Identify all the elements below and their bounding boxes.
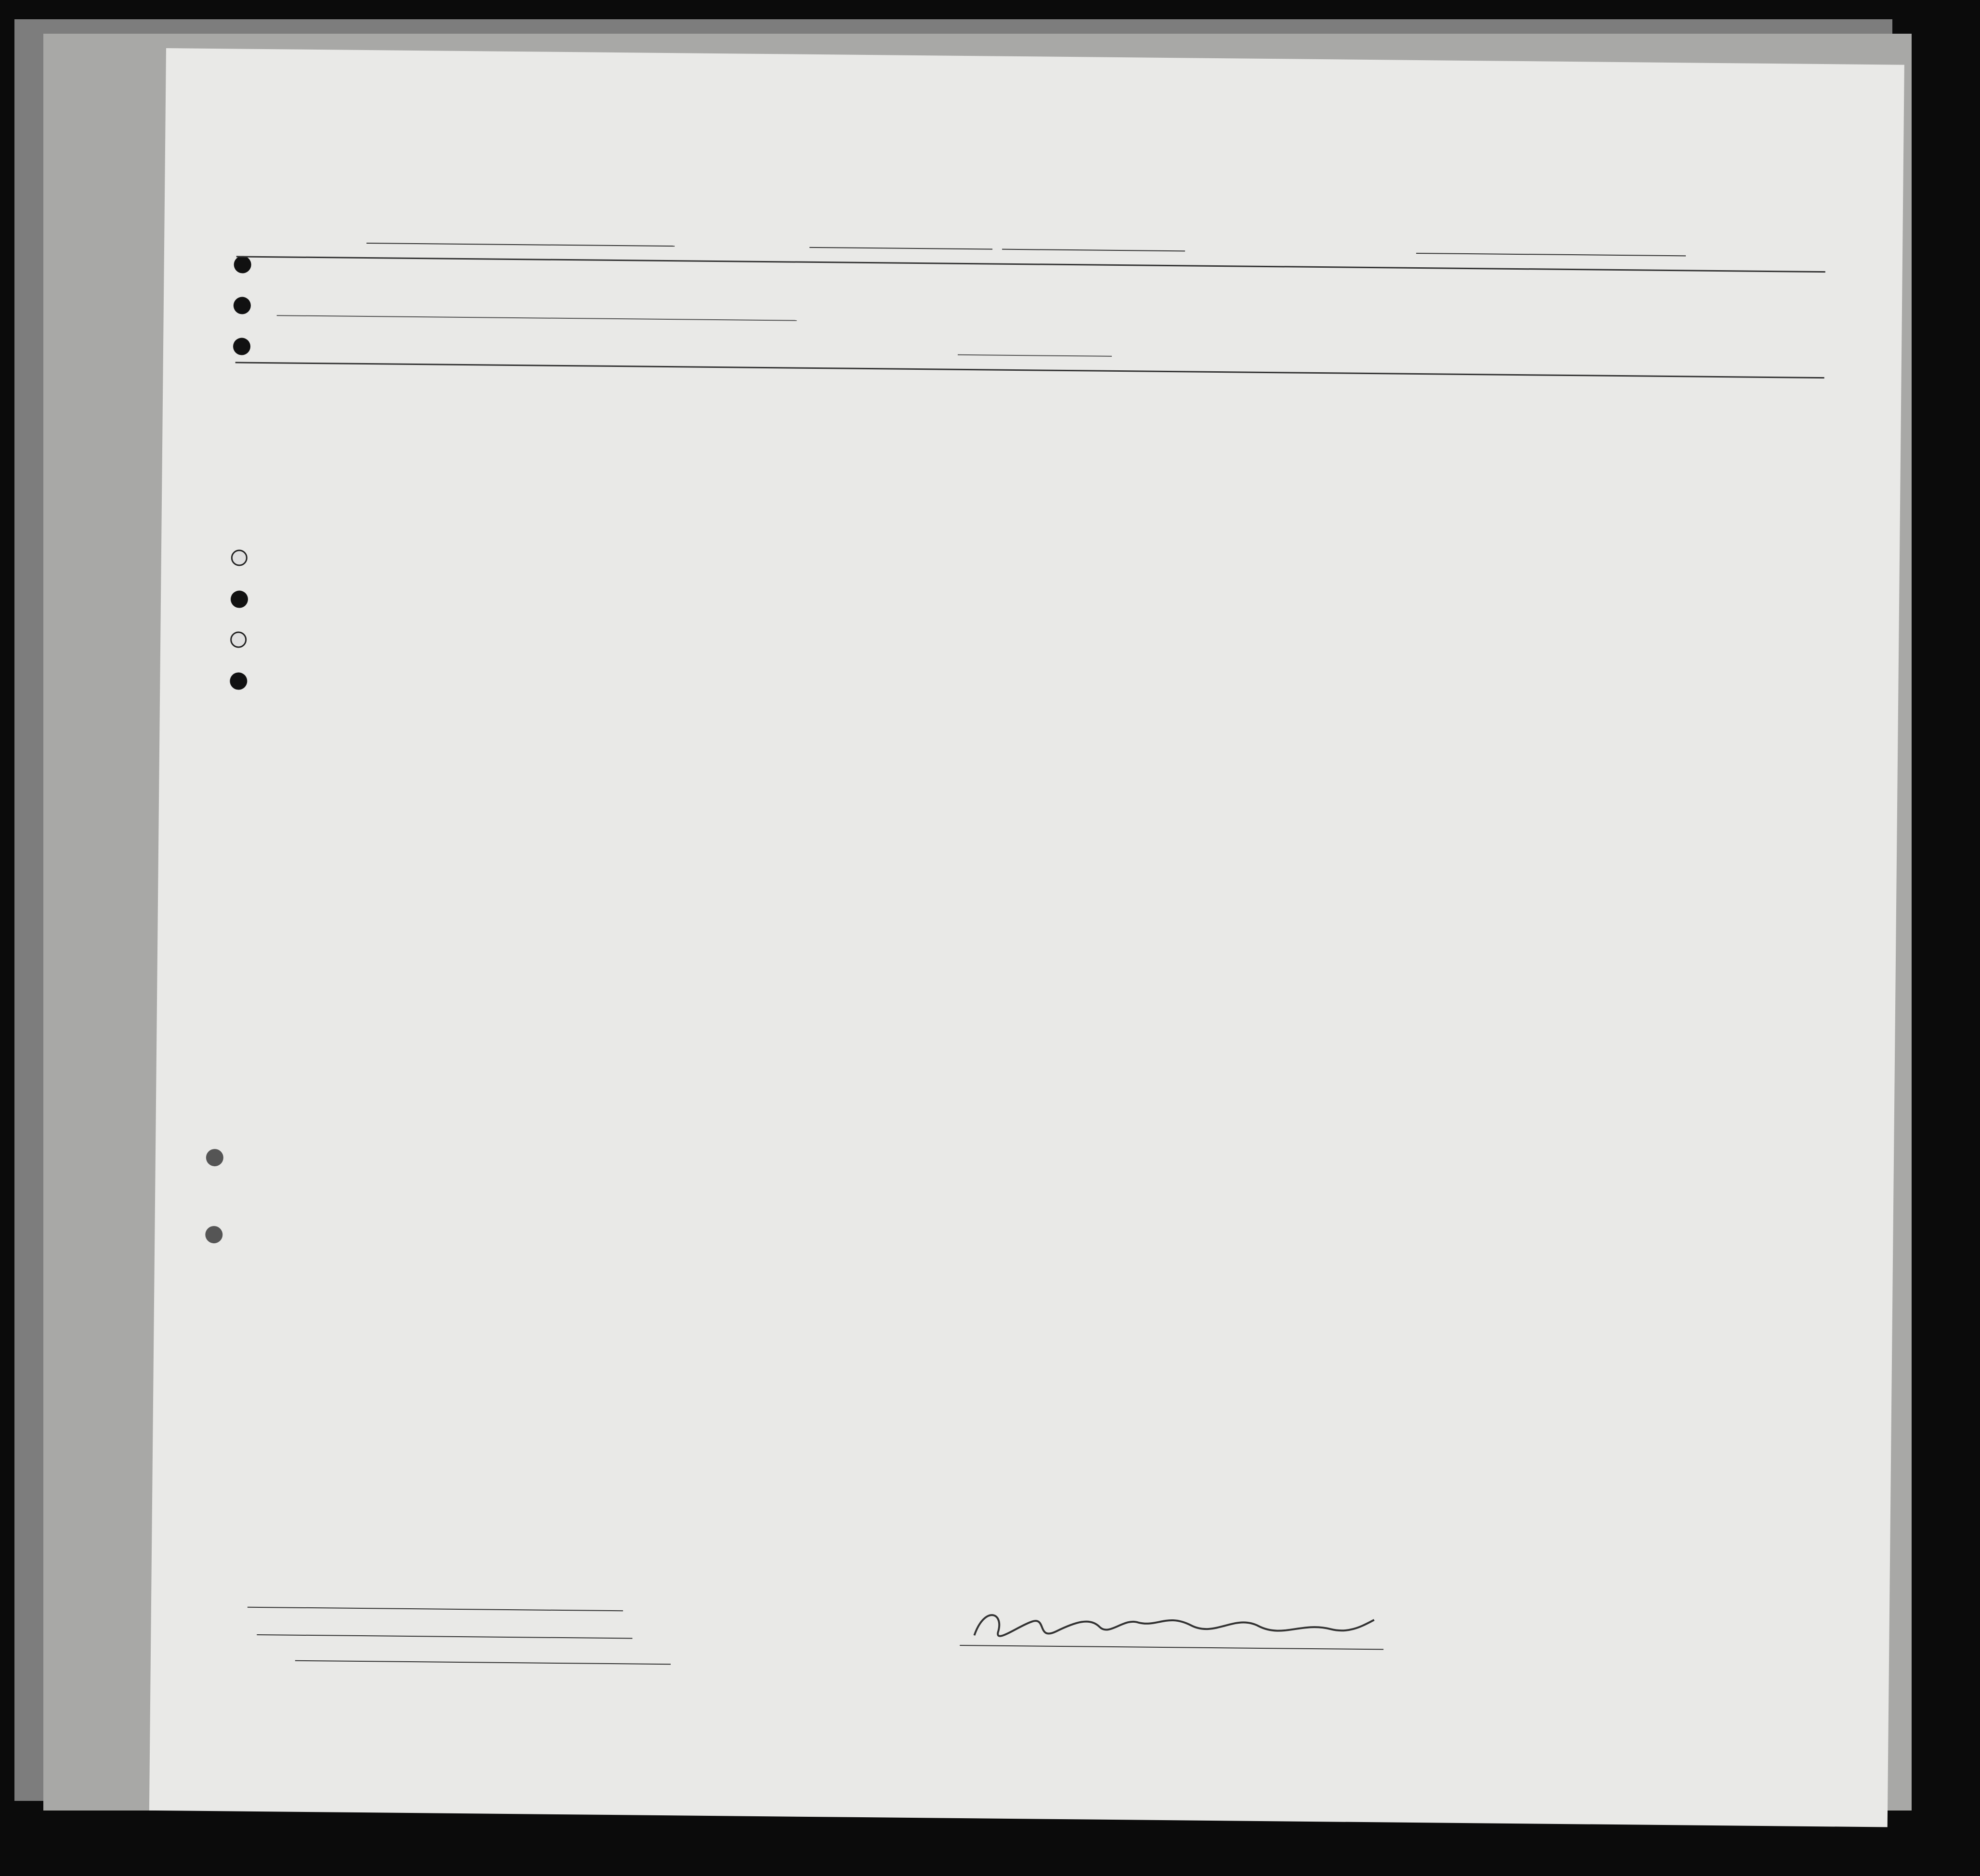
binder-hole	[231, 590, 248, 608]
penalty-note	[1383, 1640, 1817, 1644]
manifest-sheet	[149, 48, 1904, 1827]
header-bottom-rule	[235, 362, 1824, 378]
agents-underline	[295, 1660, 671, 1665]
owner-underline	[257, 1634, 632, 1639]
date-underline	[1002, 249, 1185, 252]
binder-hole	[206, 1149, 223, 1166]
arriving-underline	[809, 247, 992, 250]
binder-hole	[230, 672, 247, 690]
shipped-header-rule	[958, 354, 1112, 357]
binder-hole	[205, 1226, 222, 1243]
line-underline	[248, 1607, 623, 1611]
binder-hole	[230, 631, 247, 648]
binder-hole	[233, 338, 250, 355]
from-port-underline	[1416, 253, 1686, 256]
binder-hole	[234, 256, 251, 273]
table-top-rule	[236, 256, 1825, 273]
binder-hole	[231, 549, 248, 566]
vessel-underline	[366, 243, 675, 247]
name-header-rule	[277, 315, 797, 321]
binder-hole	[234, 297, 251, 314]
